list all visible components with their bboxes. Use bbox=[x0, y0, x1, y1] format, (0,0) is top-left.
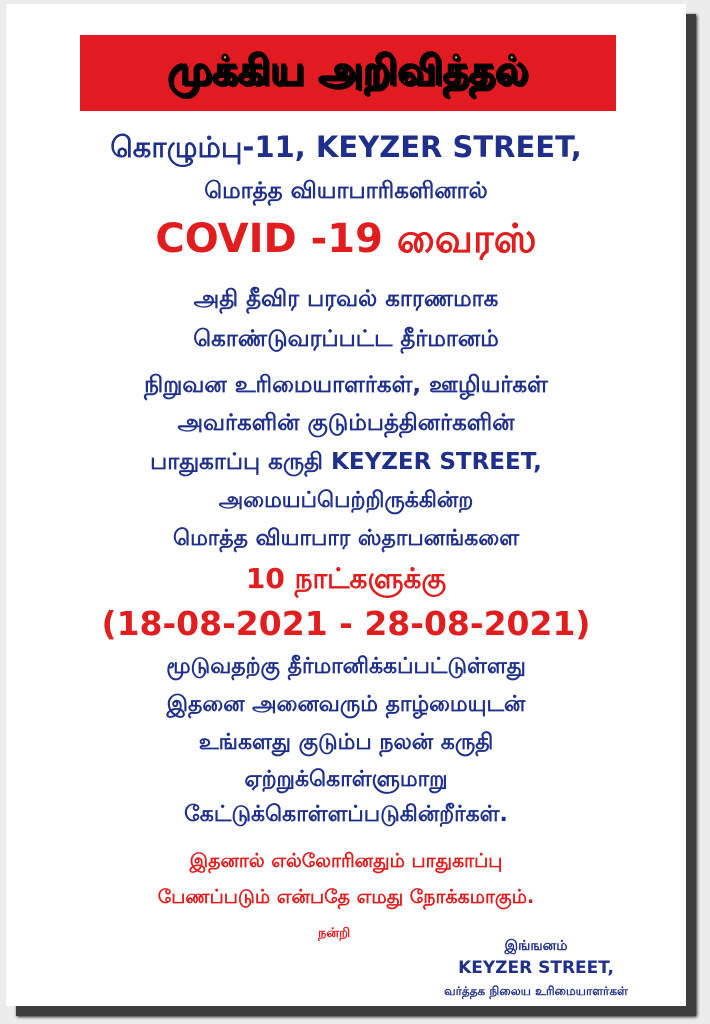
body-line-6: மூடுவதற்கு தீர்மானிக்கப்பட்டுள்ளது bbox=[166, 654, 526, 679]
body-line-1: நிறுவன உரிமையாளர்கள், ஊழியர்கள் bbox=[144, 372, 548, 398]
body-line-5: மொத்த வியாபார ஸ்தாபனங்களை bbox=[172, 526, 520, 551]
body-line-8: உங்களது குடும்ப நலன் கருதி bbox=[198, 730, 494, 755]
body-line-7: இதனை அனைவரும் தாழ்மையுடன் bbox=[166, 692, 526, 717]
body-line-10: கேட்டுக்கொள்ளப்படுகின்றீர்கள். bbox=[184, 802, 508, 827]
virus-heading: COVID -19 வைரஸ் bbox=[155, 216, 537, 262]
banner-title: முக்கிய அறிவித்தல் bbox=[167, 47, 529, 94]
by-line: மொத்த வியாபாரிகளினால் bbox=[204, 178, 488, 204]
signature-line-1: இங்ஙனம் bbox=[504, 938, 568, 954]
body-line-3: பாதுகாப்பு கருதி KEYZER STREET, bbox=[150, 449, 542, 475]
thanks-text: நன்றி bbox=[318, 926, 351, 941]
body-line-2: அவர்களின் குடும்பத்தினர்களின் bbox=[177, 410, 515, 436]
reason-line-1: அதி தீவிர பரவல் காரணமாக bbox=[193, 286, 499, 312]
dates-line: (18-08-2021 - 28-08-2021) bbox=[101, 604, 591, 643]
body-line-4: அமையப்பெற்றிருக்கின்ற bbox=[218, 488, 474, 513]
title-banner bbox=[80, 35, 616, 111]
body-line-9: ஏற்றுக்கொள்ளுமாறு bbox=[244, 767, 448, 792]
signature-line-3: வர்த்தக நிலைய உரிமையாளர்கள் bbox=[444, 984, 628, 998]
closing-line-1: இதனால் எல்லோரினதும் பாதுகாப்பு bbox=[189, 850, 503, 872]
signature-line-2: KEYZER STREET, bbox=[458, 958, 614, 978]
reason-line-2: கொண்டுவரப்பட்ட தீர்மானம் bbox=[193, 326, 499, 352]
closing-line-2: பேணப்படும் என்பதே எமது நோக்கமாகும். bbox=[157, 886, 535, 908]
notice-poster bbox=[6, 4, 686, 1006]
duration-line: 10 நாட்களுக்கு bbox=[245, 562, 447, 595]
location-line: கொழும்பு-11, KEYZER STREET, bbox=[110, 130, 582, 164]
